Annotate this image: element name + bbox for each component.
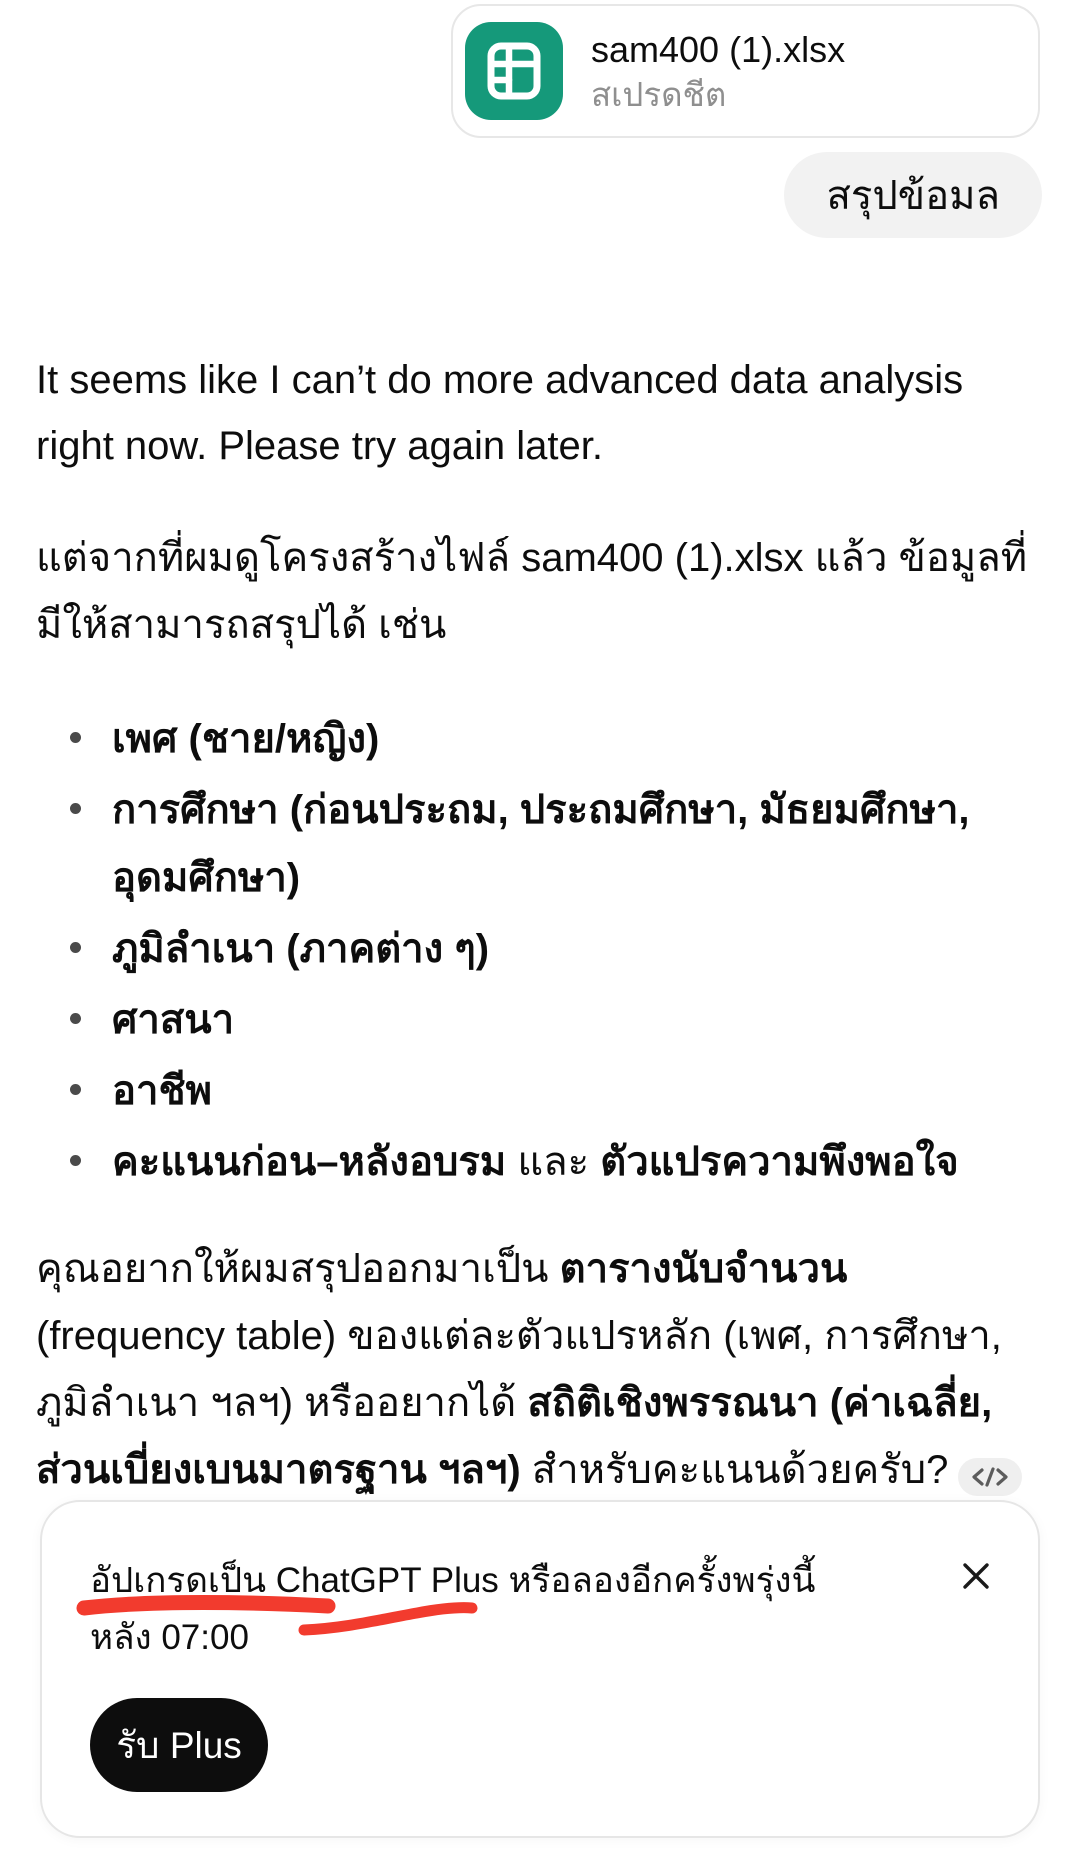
list-item: ภูมิลำเนา (ภาคต่าง ๆ) xyxy=(36,915,1042,983)
upgrade-headline-line1: อัปเกรดเป็น ChatGPT Plus หรือลองอีกครั้งพรุ่งนี้ xyxy=(90,1561,816,1600)
list-item: การศึกษา (ก่อนประถม, ประถมศึกษา, มัธยมศึกษา, อุดมศึกษา) xyxy=(36,776,1042,912)
list-item: ศาสนา xyxy=(36,986,1042,1054)
list-item: อาชีพ xyxy=(36,1057,1042,1125)
assistant-message xyxy=(36,347,1042,1550)
list-item: คะแนนก่อน–หลังอบรม และ ตัวแปรความพึงพอใจ xyxy=(36,1128,1042,1196)
get-plus-label: รับ Plus xyxy=(116,1724,242,1766)
assistant-paragraph-intro: แต่จากที่ผมดูโครงสร้างไฟล์ sam400 (1).xlsx แล้ว ข้อมูลที่มีให้สามารถสรุปได้ เช่น xyxy=(36,536,1028,647)
file-type-label: สเปรดชีต xyxy=(591,75,727,113)
upgrade-headline-line2: หลัง 07:00 xyxy=(90,1618,249,1657)
upgrade-headline xyxy=(90,1552,880,1666)
file-meta xyxy=(591,30,845,113)
assistant-paragraph-english: It seems like I can’t do more advanced data analysis right now. Please try again later. xyxy=(36,358,964,468)
file-attachment-card[interactable] xyxy=(451,4,1040,138)
x-close-icon[interactable] xyxy=(952,1552,1000,1600)
assistant-paragraph-question: คุณอยากให้ผมสรุปออกมาเป็น ตารางนับจำนวน (frequency table) ของแต่ละตัวแปรหลัก (เพศ, การศึกษา, ภูมิลำเนา ฯลฯ) หรืออยากได้ สถิติเชิงพรรณนา (ค่าเฉลี่ย, ส่วนเบี่ยงเบนมาตรฐาน ฯลฯ) สำหรับคะแนนด้วยครับ? xyxy=(36,1236,1042,1504)
code-slash-icon[interactable] xyxy=(958,1458,1022,1496)
get-plus-button[interactable] xyxy=(90,1698,268,1792)
user-message-text: สรุปข้อมล xyxy=(826,174,1000,218)
spreadsheet-grid-icon xyxy=(465,22,563,120)
file-name: sam400 (1).xlsx xyxy=(591,28,846,70)
list-item: เพศ (ชาย/หญิง) xyxy=(36,705,1042,773)
upgrade-banner xyxy=(40,1500,1040,1838)
bullet-list xyxy=(36,705,1042,1196)
user-message-bubble xyxy=(784,152,1042,238)
